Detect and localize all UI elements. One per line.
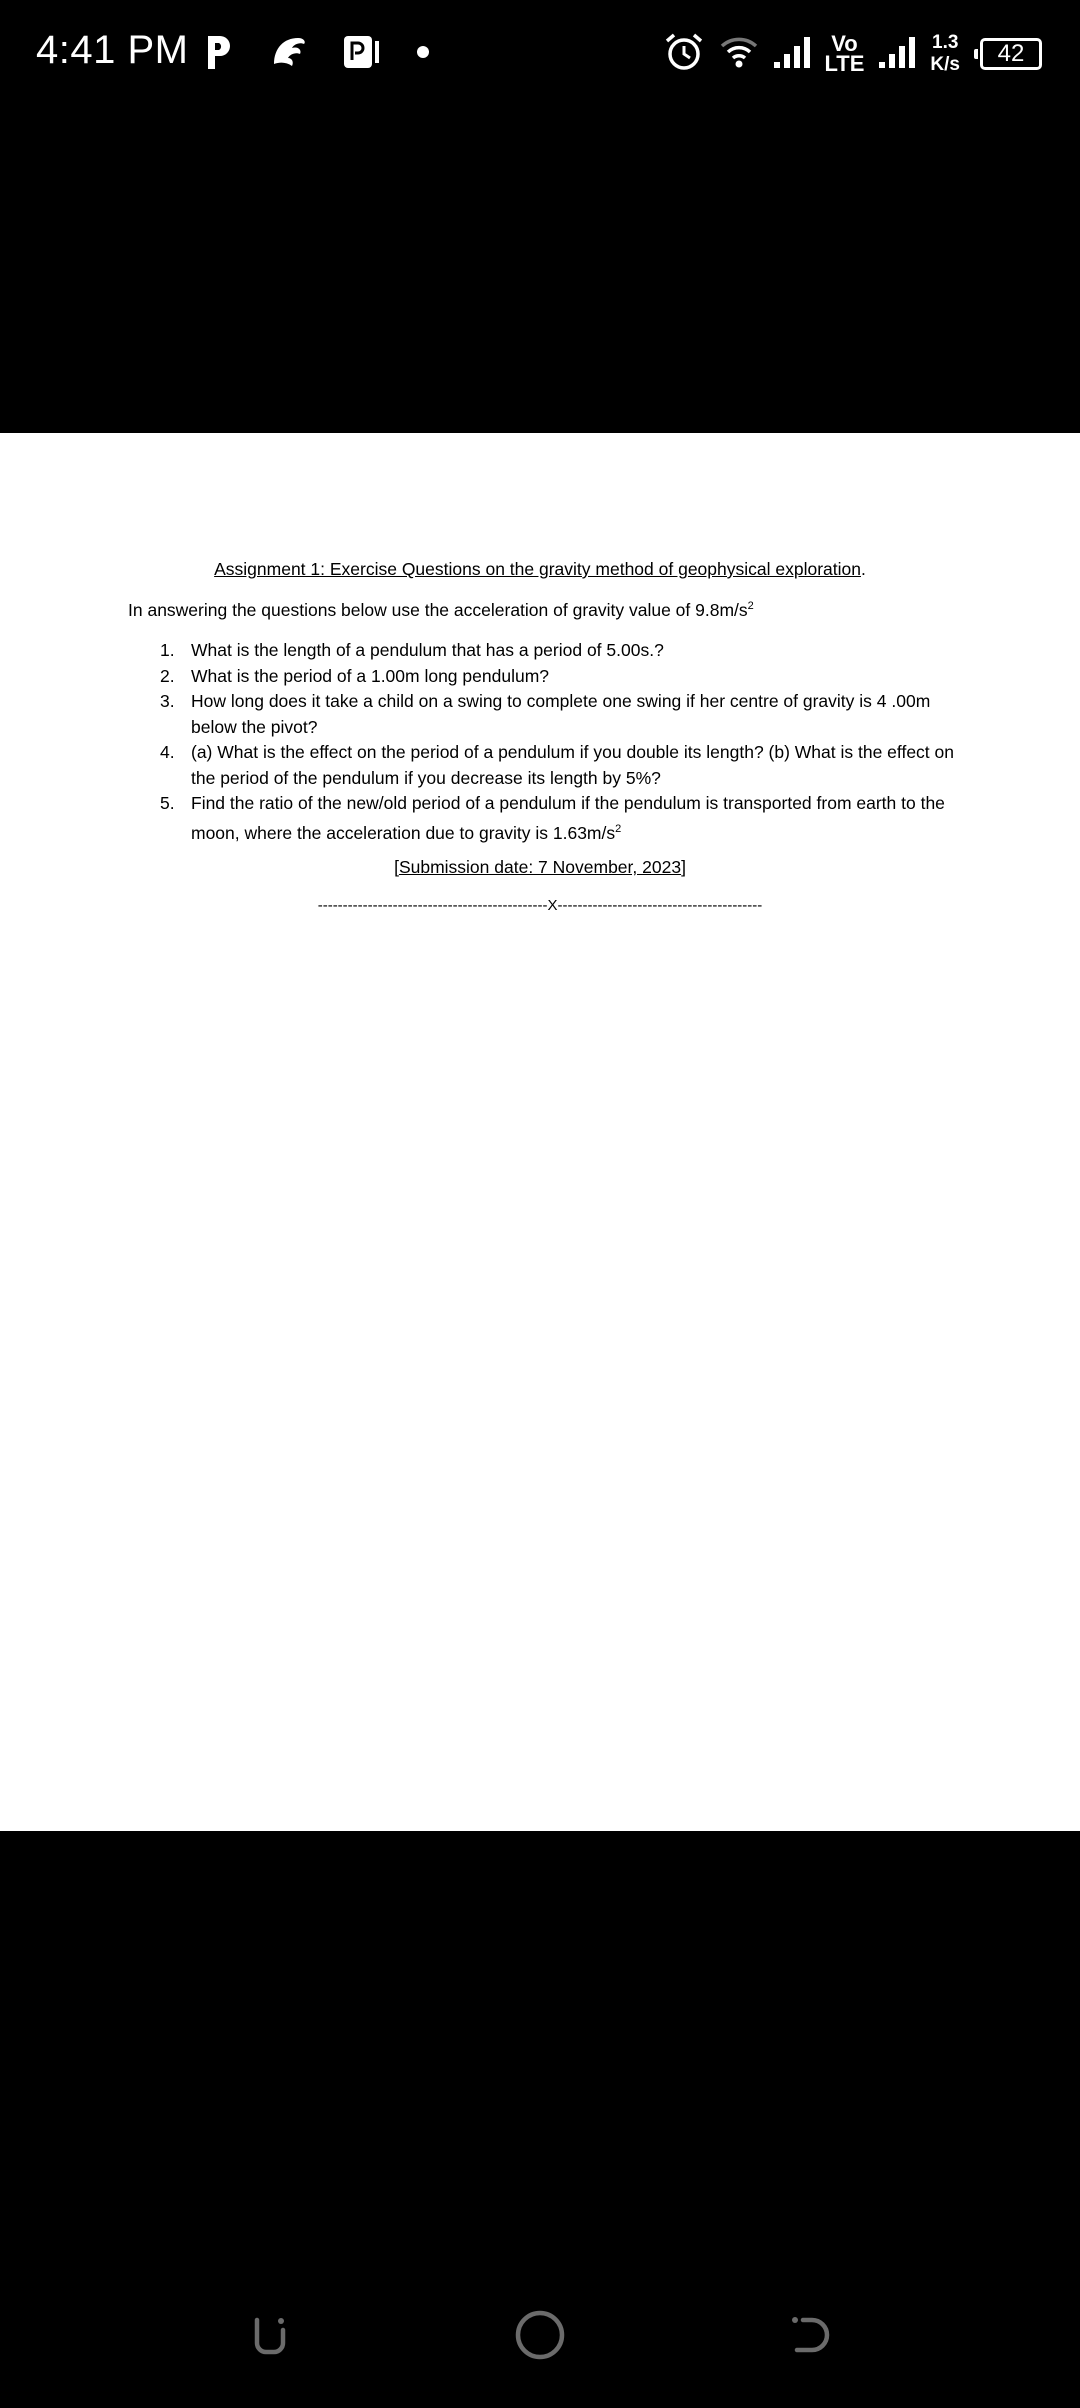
status-bar xyxy=(0,0,1080,108)
navigation-bar xyxy=(0,2290,1080,2380)
list-item: 5. Find the ratio of the new/old period of a pendulum if the pendulum is transported from earth to the moon, where the acceleration due to gravity is $1.63m/s^2$ xyxy=(160,793,945,843)
back-icon xyxy=(785,2310,835,2360)
signal-icon-2 xyxy=(878,34,916,75)
back-button[interactable] xyxy=(765,2290,855,2380)
signal-icon xyxy=(773,34,811,75)
battery-level: 42 xyxy=(997,40,1025,67)
status-time: 4:41 PM xyxy=(36,28,189,72)
submission-date: [Submission date: 7 November, 2023] xyxy=(394,857,686,877)
home-icon xyxy=(512,2307,568,2363)
parking-app-icon xyxy=(204,33,234,76)
notification-dot-icon xyxy=(416,45,430,64)
wifi-icon xyxy=(719,32,759,77)
list-item: 3. How long does it take a child on a swing to complete one swing if her centre of gravity is 4 .00m below the pivot? xyxy=(160,691,931,737)
document-intro: In answering the questions below use the acceleration of gravity value of $9.8m/s^2$ xyxy=(128,600,754,620)
document-title: Assignment 1: Exercise Questions on the gravity method of geophysical exploration. xyxy=(214,559,866,579)
list-item: 1. What is the length of a pendulum that has a period of 5.00s.? xyxy=(160,640,664,660)
end-divider: ----------------------------------------------X----------------------------------------- xyxy=(317,897,763,914)
notification-icons xyxy=(204,26,430,82)
document-page[interactable] xyxy=(0,433,1080,1831)
pdf-app-icon xyxy=(342,33,382,76)
question-list xyxy=(160,638,960,846)
recent-apps-button[interactable] xyxy=(225,2290,315,2380)
system-icons xyxy=(663,24,1043,84)
alarm-icon xyxy=(663,31,705,78)
battery-icon xyxy=(980,38,1042,70)
volte-indicator: Vo LTE xyxy=(824,31,865,76)
bird-app-icon xyxy=(268,32,308,77)
home-button[interactable] xyxy=(495,2290,585,2380)
network-speed: 1.3 K/s xyxy=(930,32,960,75)
recent-apps-icon xyxy=(245,2310,295,2360)
list-item: 4. (a) What is the effect on the period of a pendulum if you double its length? (b) What is the effect on the period of the pendulum if you decrease its length by 5%? xyxy=(160,742,954,788)
list-item: 2. What is the period of a 1.00m long pendulum? xyxy=(160,665,549,686)
